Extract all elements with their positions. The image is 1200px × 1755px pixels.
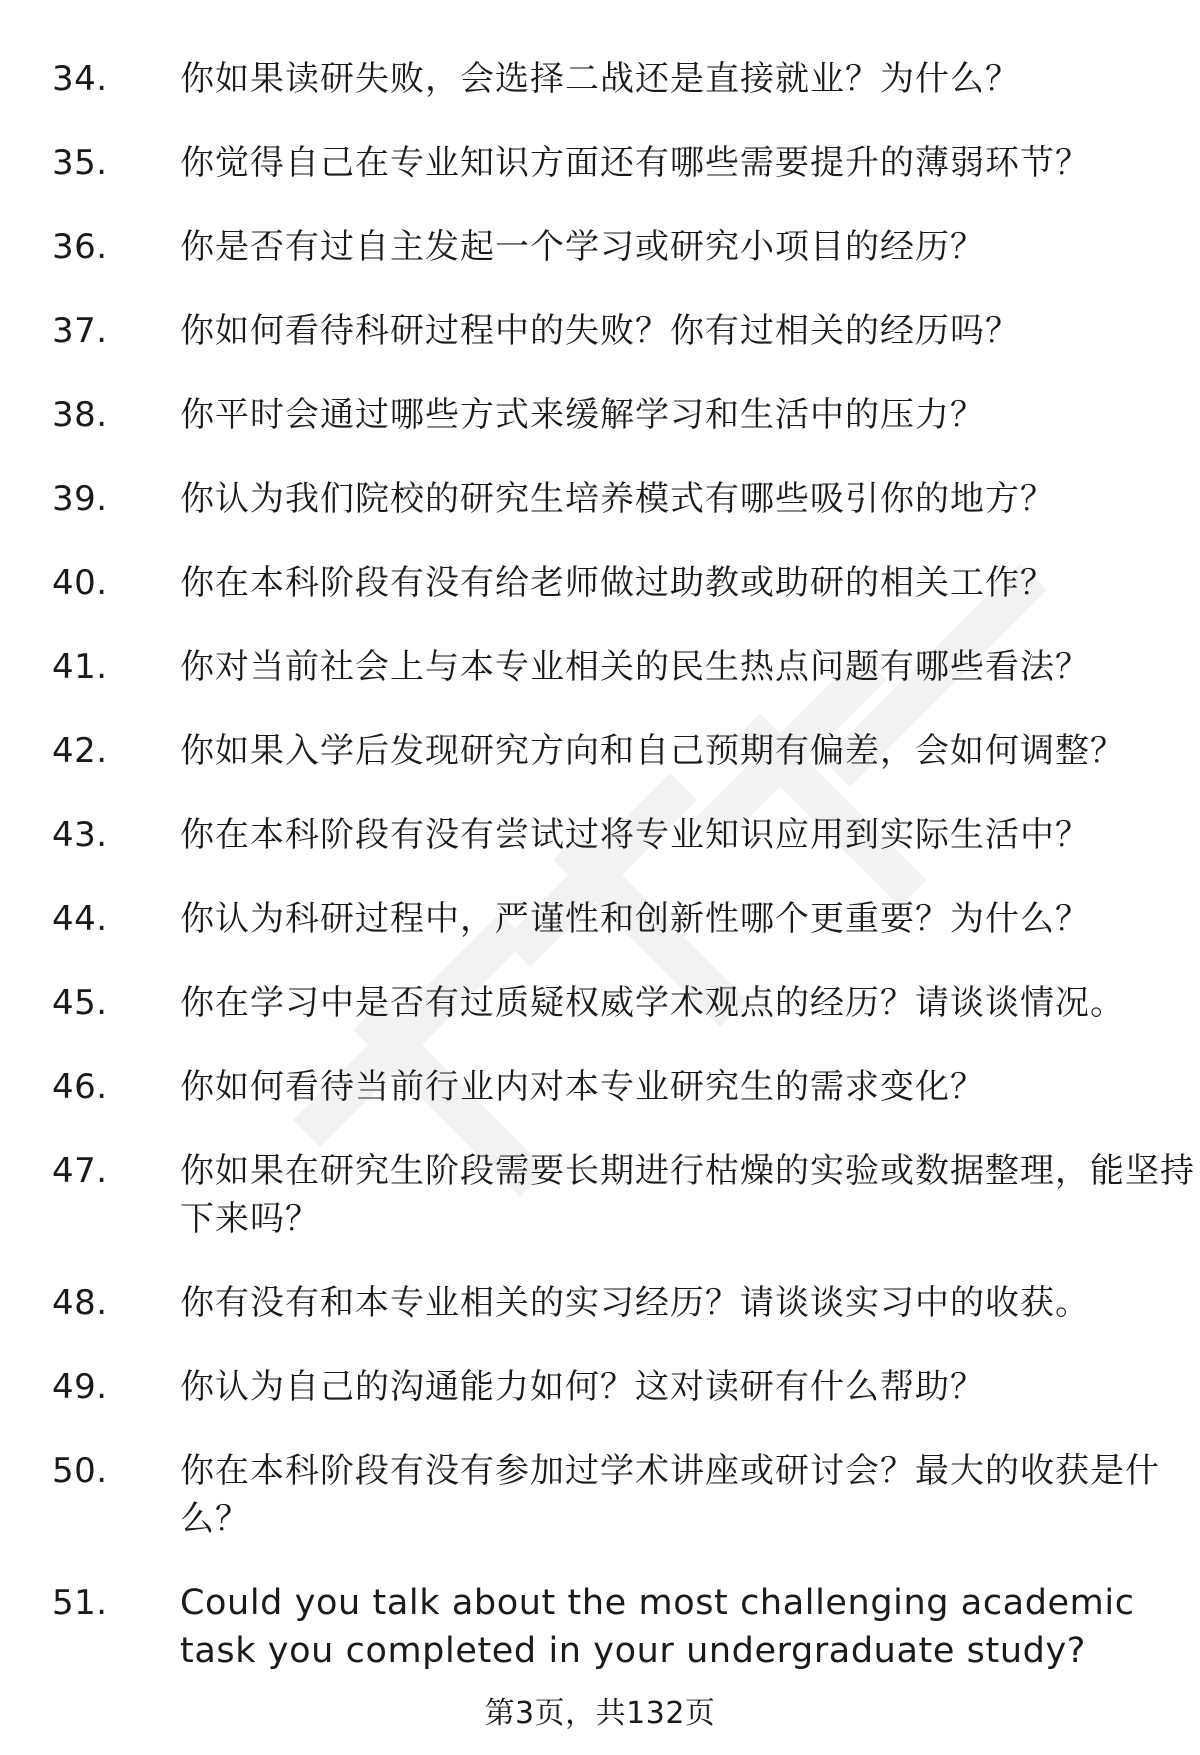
question-number: 46. — [52, 1067, 108, 1107]
question-item — [0, 1063, 1200, 1111]
question-item — [0, 979, 1200, 1027]
question-item — [0, 223, 1200, 271]
question-text: 你如何看待当前行业内对本专业研究生的需求变化？ — [180, 1067, 985, 1107]
question-item — [0, 139, 1200, 187]
question-number: 43. — [52, 815, 108, 855]
question-text: 你如果入学后发现研究方向和自己预期有偏差，会如何调整？ — [180, 731, 1125, 771]
question-number: 48. — [52, 1283, 108, 1323]
question-list — [0, 55, 1200, 1711]
question-text: 你对当前社会上与本专业相关的民生热点问题有哪些看法？ — [180, 647, 1090, 687]
question-number: 39. — [52, 479, 108, 519]
question-number: 51. — [52, 1583, 108, 1623]
question-item — [0, 643, 1200, 691]
question-item — [0, 727, 1200, 775]
question-number: 42. — [52, 731, 108, 771]
question-number: 34. — [52, 59, 108, 99]
question-item — [0, 307, 1200, 355]
question-text: Could you talk about the most challenging academic task you completed in your undergraduate study? — [180, 1583, 1135, 1671]
question-text: 你是否有过自主发起一个学习或研究小项目的经历？ — [180, 227, 985, 267]
question-text: 你在本科阶段有没有尝试过将专业知识应用到实际生活中？ — [180, 815, 1090, 855]
question-text: 你平时会通过哪些方式来缓解学习和生活中的压力？ — [180, 395, 985, 435]
page-footer: 第3页，共132页 — [484, 1696, 716, 1731]
question-item — [0, 811, 1200, 859]
question-item — [0, 1579, 1200, 1675]
question-text: 你认为科研过程中，严谨性和创新性哪个更重要？为什么？ — [180, 899, 1090, 939]
question-item — [0, 1279, 1200, 1327]
question-number: 36. — [52, 227, 108, 267]
question-text: 你在本科阶段有没有参加过学术讲座或研讨会？最大的收获是什么？ — [180, 1451, 1160, 1539]
question-item — [0, 1447, 1200, 1543]
question-item — [0, 391, 1200, 439]
question-item — [0, 1147, 1200, 1243]
question-text: 你如果读研失败，会选择二战还是直接就业？为什么？ — [180, 59, 1020, 99]
question-number: 45. — [52, 983, 108, 1023]
question-item — [0, 1363, 1200, 1411]
question-number: 47. — [52, 1151, 108, 1191]
question-text: 你如何看待科研过程中的失败？你有过相关的经历吗？ — [180, 311, 1020, 351]
question-text: 你有没有和本专业相关的实习经历？请谈谈实习中的收获。 — [180, 1283, 1090, 1323]
question-number: 40. — [52, 563, 108, 603]
question-item — [0, 895, 1200, 943]
question-number: 37. — [52, 311, 108, 351]
question-number: 35. — [52, 143, 108, 183]
question-number: 41. — [52, 647, 108, 687]
question-item — [0, 559, 1200, 607]
question-text: 你如果在研究生阶段需要长期进行枯燥的实验或数据整理，能坚持下来吗？ — [180, 1151, 1195, 1239]
question-text: 你在本科阶段有没有给老师做过助教或助研的相关工作？ — [180, 563, 1055, 603]
question-item — [0, 475, 1200, 523]
question-number: 38. — [52, 395, 108, 435]
question-number: 49. — [52, 1367, 108, 1407]
question-number: 50. — [52, 1451, 108, 1491]
question-text: 你认为自己的沟通能力如何？这对读研有什么帮助？ — [180, 1367, 985, 1407]
question-text: 你认为我们院校的研究生培养模式有哪些吸引你的地方？ — [180, 479, 1055, 519]
question-item — [0, 55, 1200, 103]
question-text: 你觉得自己在专业知识方面还有哪些需要提升的薄弱环节？ — [180, 143, 1090, 183]
question-number: 44. — [52, 899, 108, 939]
question-text: 你在学习中是否有过质疑权威学术观点的经历？请谈谈情况。 — [180, 983, 1125, 1023]
